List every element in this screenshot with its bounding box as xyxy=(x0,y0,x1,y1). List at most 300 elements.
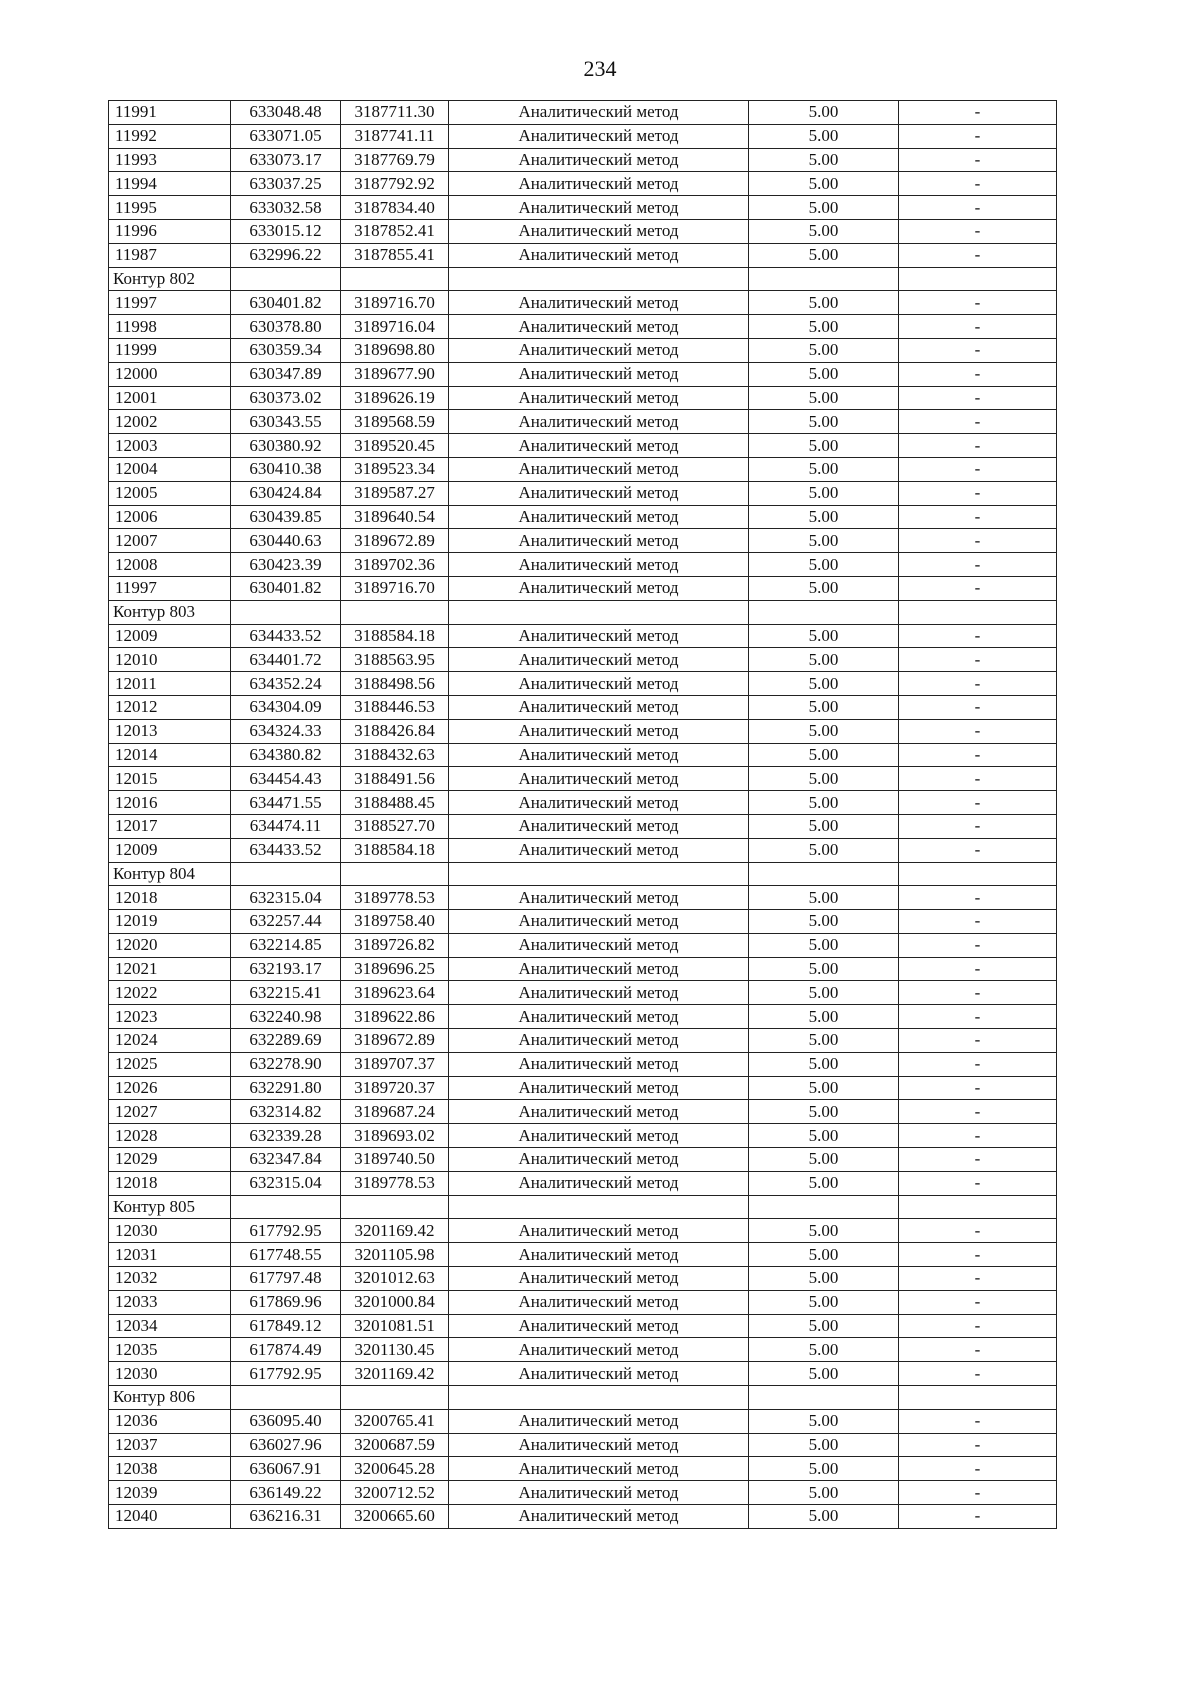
point-id-cell: 12015 xyxy=(109,767,231,791)
error-cell: 5.00 xyxy=(749,1314,899,1338)
empty-cell xyxy=(341,1195,449,1219)
description-cell: - xyxy=(899,743,1057,767)
description-cell: - xyxy=(899,1290,1057,1314)
error-cell: 5.00 xyxy=(749,291,899,315)
error-cell: 5.00 xyxy=(749,410,899,434)
description-cell: - xyxy=(899,1100,1057,1124)
x-coordinate-cell: 630401.82 xyxy=(231,291,341,315)
table-row xyxy=(109,291,1057,315)
empty-cell xyxy=(899,1195,1057,1219)
x-coordinate-cell: 636067.91 xyxy=(231,1457,341,1481)
y-coordinate-cell: 3187741.11 xyxy=(341,124,449,148)
x-coordinate-cell: 634352.24 xyxy=(231,672,341,696)
y-coordinate-cell: 3188584.18 xyxy=(341,624,449,648)
description-cell: - xyxy=(899,362,1057,386)
y-coordinate-cell: 3189568.59 xyxy=(341,410,449,434)
y-coordinate-cell: 3189672.89 xyxy=(341,529,449,553)
x-coordinate-cell: 630410.38 xyxy=(231,457,341,481)
y-coordinate-cell: 3187711.30 xyxy=(341,101,449,125)
x-coordinate-cell: 632215.41 xyxy=(231,981,341,1005)
description-cell: - xyxy=(899,1124,1057,1148)
description-cell: - xyxy=(899,648,1057,672)
error-cell: 5.00 xyxy=(749,1290,899,1314)
method-cell: Аналитический метод xyxy=(449,1290,749,1314)
point-id-cell: 12016 xyxy=(109,791,231,815)
y-coordinate-cell: 3200687.59 xyxy=(341,1433,449,1457)
x-coordinate-cell: 630440.63 xyxy=(231,529,341,553)
method-cell: Аналитический метод xyxy=(449,910,749,934)
table-row xyxy=(109,1457,1057,1481)
error-cell: 5.00 xyxy=(749,743,899,767)
method-cell: Аналитический метод xyxy=(449,1314,749,1338)
x-coordinate-cell: 633048.48 xyxy=(231,101,341,125)
point-id-cell: 11993 xyxy=(109,148,231,172)
point-id-cell: 12026 xyxy=(109,1076,231,1100)
empty-cell xyxy=(449,1386,749,1410)
table-row xyxy=(109,1290,1057,1314)
x-coordinate-cell: 617748.55 xyxy=(231,1243,341,1267)
table-row xyxy=(109,1433,1057,1457)
y-coordinate-cell: 3189758.40 xyxy=(341,910,449,934)
x-coordinate-cell: 633037.25 xyxy=(231,172,341,196)
empty-cell xyxy=(749,1386,899,1410)
table-row xyxy=(109,886,1057,910)
y-coordinate-cell: 3189622.86 xyxy=(341,1005,449,1029)
table-row xyxy=(109,172,1057,196)
y-coordinate-cell: 3201169.42 xyxy=(341,1362,449,1386)
description-cell: - xyxy=(899,576,1057,600)
y-coordinate-cell: 3189626.19 xyxy=(341,386,449,410)
method-cell: Аналитический метод xyxy=(449,529,749,553)
y-coordinate-cell: 3188584.18 xyxy=(341,838,449,862)
error-cell: 5.00 xyxy=(749,1433,899,1457)
point-id-cell: 12032 xyxy=(109,1267,231,1291)
table-row xyxy=(109,648,1057,672)
description-cell: - xyxy=(899,1005,1057,1029)
error-cell: 5.00 xyxy=(749,386,899,410)
table-row xyxy=(109,933,1057,957)
x-coordinate-cell: 630439.85 xyxy=(231,505,341,529)
point-id-cell: 11987 xyxy=(109,243,231,267)
y-coordinate-cell: 3188446.53 xyxy=(341,695,449,719)
error-cell: 5.00 xyxy=(749,1052,899,1076)
error-cell: 5.00 xyxy=(749,981,899,1005)
point-id-cell: 12022 xyxy=(109,981,231,1005)
error-cell: 5.00 xyxy=(749,1124,899,1148)
error-cell: 5.00 xyxy=(749,315,899,339)
x-coordinate-cell: 630359.34 xyxy=(231,338,341,362)
method-cell: Аналитический метод xyxy=(449,1505,749,1529)
contour-label: Контур 802 xyxy=(109,267,231,291)
method-cell: Аналитический метод xyxy=(449,743,749,767)
method-cell: Аналитический метод xyxy=(449,505,749,529)
point-id-cell: 12037 xyxy=(109,1433,231,1457)
coordinates-table-body xyxy=(109,101,1057,1529)
description-cell: - xyxy=(899,814,1057,838)
table-row xyxy=(109,1029,1057,1053)
table-row xyxy=(109,219,1057,243)
description-cell: - xyxy=(899,910,1057,934)
description-cell: - xyxy=(899,1481,1057,1505)
error-cell: 5.00 xyxy=(749,933,899,957)
empty-cell xyxy=(341,1386,449,1410)
point-id-cell: 12031 xyxy=(109,1243,231,1267)
description-cell: - xyxy=(899,315,1057,339)
y-coordinate-cell: 3200765.41 xyxy=(341,1409,449,1433)
x-coordinate-cell: 634380.82 xyxy=(231,743,341,767)
error-cell: 5.00 xyxy=(749,172,899,196)
method-cell: Аналитический метод xyxy=(449,1148,749,1172)
table-row xyxy=(109,957,1057,981)
y-coordinate-cell: 3189716.70 xyxy=(341,576,449,600)
x-coordinate-cell: 636216.31 xyxy=(231,1505,341,1529)
description-cell: - xyxy=(899,1148,1057,1172)
point-id-cell: 11995 xyxy=(109,196,231,220)
x-coordinate-cell: 634304.09 xyxy=(231,695,341,719)
table-row xyxy=(109,719,1057,743)
contour-header-row xyxy=(109,267,1057,291)
y-coordinate-cell: 3189702.36 xyxy=(341,553,449,577)
error-cell: 5.00 xyxy=(749,1005,899,1029)
point-id-cell: 11998 xyxy=(109,315,231,339)
point-id-cell: 12013 xyxy=(109,719,231,743)
empty-cell xyxy=(899,1386,1057,1410)
y-coordinate-cell: 3187852.41 xyxy=(341,219,449,243)
x-coordinate-cell: 632257.44 xyxy=(231,910,341,934)
method-cell: Аналитический метод xyxy=(449,457,749,481)
empty-cell xyxy=(231,600,341,624)
point-id-cell: 12011 xyxy=(109,672,231,696)
description-cell: - xyxy=(899,386,1057,410)
x-coordinate-cell: 634433.52 xyxy=(231,624,341,648)
description-cell: - xyxy=(899,243,1057,267)
method-cell: Аналитический метод xyxy=(449,1219,749,1243)
point-id-cell: 11996 xyxy=(109,219,231,243)
contour-label: Контур 803 xyxy=(109,600,231,624)
y-coordinate-cell: 3187792.92 xyxy=(341,172,449,196)
method-cell: Аналитический метод xyxy=(449,719,749,743)
table-row xyxy=(109,101,1057,125)
table-row xyxy=(109,767,1057,791)
method-cell: Аналитический метод xyxy=(449,1338,749,1362)
y-coordinate-cell: 3200645.28 xyxy=(341,1457,449,1481)
x-coordinate-cell: 617797.48 xyxy=(231,1267,341,1291)
y-coordinate-cell: 3200665.60 xyxy=(341,1505,449,1529)
point-id-cell: 12024 xyxy=(109,1029,231,1053)
empty-cell xyxy=(341,862,449,886)
y-coordinate-cell: 3201105.98 xyxy=(341,1243,449,1267)
method-cell: Аналитический метод xyxy=(449,481,749,505)
point-id-cell: 12005 xyxy=(109,481,231,505)
point-id-cell: 12008 xyxy=(109,553,231,577)
contour-header-row xyxy=(109,1195,1057,1219)
error-cell: 5.00 xyxy=(749,219,899,243)
description-cell: - xyxy=(899,1409,1057,1433)
description-cell: - xyxy=(899,196,1057,220)
y-coordinate-cell: 3189696.25 xyxy=(341,957,449,981)
description-cell: - xyxy=(899,957,1057,981)
point-id-cell: 12030 xyxy=(109,1362,231,1386)
table-row xyxy=(109,338,1057,362)
error-cell: 5.00 xyxy=(749,505,899,529)
point-id-cell: 12007 xyxy=(109,529,231,553)
y-coordinate-cell: 3188488.45 xyxy=(341,791,449,815)
error-cell: 5.00 xyxy=(749,362,899,386)
empty-cell xyxy=(449,267,749,291)
error-cell: 5.00 xyxy=(749,196,899,220)
x-coordinate-cell: 634401.72 xyxy=(231,648,341,672)
method-cell: Аналитический метод xyxy=(449,1029,749,1053)
table-row xyxy=(109,434,1057,458)
x-coordinate-cell: 634433.52 xyxy=(231,838,341,862)
table-row xyxy=(109,315,1057,339)
table-row xyxy=(109,481,1057,505)
description-cell: - xyxy=(899,1314,1057,1338)
y-coordinate-cell: 3189726.82 xyxy=(341,933,449,957)
x-coordinate-cell: 632193.17 xyxy=(231,957,341,981)
table-row xyxy=(109,148,1057,172)
table-row xyxy=(109,1148,1057,1172)
description-cell: - xyxy=(899,553,1057,577)
x-coordinate-cell: 617874.49 xyxy=(231,1338,341,1362)
method-cell: Аналитический метод xyxy=(449,291,749,315)
x-coordinate-cell: 617792.95 xyxy=(231,1219,341,1243)
error-cell: 5.00 xyxy=(749,624,899,648)
point-id-cell: 11999 xyxy=(109,338,231,362)
method-cell: Аналитический метод xyxy=(449,1362,749,1386)
error-cell: 5.00 xyxy=(749,1481,899,1505)
table-row xyxy=(109,1409,1057,1433)
y-coordinate-cell: 3188527.70 xyxy=(341,814,449,838)
error-cell: 5.00 xyxy=(749,1148,899,1172)
table-row xyxy=(109,743,1057,767)
y-coordinate-cell: 3201012.63 xyxy=(341,1267,449,1291)
x-coordinate-cell: 632347.84 xyxy=(231,1148,341,1172)
error-cell: 5.00 xyxy=(749,1505,899,1529)
description-cell: - xyxy=(899,148,1057,172)
empty-cell xyxy=(449,600,749,624)
description-cell: - xyxy=(899,101,1057,125)
error-cell: 5.00 xyxy=(749,648,899,672)
point-id-cell: 12002 xyxy=(109,410,231,434)
y-coordinate-cell: 3188491.56 xyxy=(341,767,449,791)
contour-label: Контур 805 xyxy=(109,1195,231,1219)
method-cell: Аналитический метод xyxy=(449,386,749,410)
table-row xyxy=(109,838,1057,862)
y-coordinate-cell: 3189672.89 xyxy=(341,1029,449,1053)
x-coordinate-cell: 630380.92 xyxy=(231,434,341,458)
y-coordinate-cell: 3189587.27 xyxy=(341,481,449,505)
description-cell: - xyxy=(899,219,1057,243)
y-coordinate-cell: 3189623.64 xyxy=(341,981,449,1005)
method-cell: Аналитический метод xyxy=(449,148,749,172)
error-cell: 5.00 xyxy=(749,910,899,934)
x-coordinate-cell: 632315.04 xyxy=(231,1171,341,1195)
point-id-cell: 12029 xyxy=(109,1148,231,1172)
table-row xyxy=(109,1100,1057,1124)
error-cell: 5.00 xyxy=(749,1338,899,1362)
method-cell: Аналитический метод xyxy=(449,814,749,838)
error-cell: 5.00 xyxy=(749,553,899,577)
point-id-cell: 12033 xyxy=(109,1290,231,1314)
table-row xyxy=(109,1052,1057,1076)
error-cell: 5.00 xyxy=(749,457,899,481)
empty-cell xyxy=(449,1195,749,1219)
contour-label: Контур 804 xyxy=(109,862,231,886)
point-id-cell: 11991 xyxy=(109,101,231,125)
table-row xyxy=(109,362,1057,386)
x-coordinate-cell: 636027.96 xyxy=(231,1433,341,1457)
point-id-cell: 12030 xyxy=(109,1219,231,1243)
y-coordinate-cell: 3189520.45 xyxy=(341,434,449,458)
point-id-cell: 12000 xyxy=(109,362,231,386)
empty-cell xyxy=(341,267,449,291)
y-coordinate-cell: 3187834.40 xyxy=(341,196,449,220)
empty-cell xyxy=(231,267,341,291)
page-number: 234 xyxy=(583,56,617,81)
error-cell: 5.00 xyxy=(749,148,899,172)
table-row xyxy=(109,457,1057,481)
point-id-cell: 12017 xyxy=(109,814,231,838)
description-cell: - xyxy=(899,1171,1057,1195)
description-cell: - xyxy=(899,434,1057,458)
description-cell: - xyxy=(899,338,1057,362)
x-coordinate-cell: 630401.82 xyxy=(231,576,341,600)
table-row xyxy=(109,981,1057,1005)
method-cell: Аналитический метод xyxy=(449,315,749,339)
method-cell: Аналитический метод xyxy=(449,1457,749,1481)
method-cell: Аналитический метод xyxy=(449,1052,749,1076)
point-id-cell: 12018 xyxy=(109,886,231,910)
empty-cell xyxy=(749,267,899,291)
method-cell: Аналитический метод xyxy=(449,981,749,1005)
x-coordinate-cell: 630378.80 xyxy=(231,315,341,339)
method-cell: Аналитический метод xyxy=(449,124,749,148)
error-cell: 5.00 xyxy=(749,791,899,815)
point-id-cell: 11994 xyxy=(109,172,231,196)
error-cell: 5.00 xyxy=(749,1171,899,1195)
description-cell: - xyxy=(899,529,1057,553)
description-cell: - xyxy=(899,124,1057,148)
description-cell: - xyxy=(899,695,1057,719)
method-cell: Аналитический метод xyxy=(449,553,749,577)
method-cell: Аналитический метод xyxy=(449,957,749,981)
error-cell: 5.00 xyxy=(749,1362,899,1386)
method-cell: Аналитический метод xyxy=(449,172,749,196)
table-row xyxy=(109,1171,1057,1195)
description-cell: - xyxy=(899,505,1057,529)
error-cell: 5.00 xyxy=(749,1267,899,1291)
description-cell: - xyxy=(899,672,1057,696)
y-coordinate-cell: 3188563.95 xyxy=(341,648,449,672)
table-row xyxy=(109,624,1057,648)
method-cell: Аналитический метод xyxy=(449,933,749,957)
point-id-cell: 12009 xyxy=(109,838,231,862)
description-cell: - xyxy=(899,1457,1057,1481)
error-cell: 5.00 xyxy=(749,1409,899,1433)
method-cell: Аналитический метод xyxy=(449,338,749,362)
table-row xyxy=(109,672,1057,696)
x-coordinate-cell: 632289.69 xyxy=(231,1029,341,1053)
method-cell: Аналитический метод xyxy=(449,1267,749,1291)
x-coordinate-cell: 633015.12 xyxy=(231,219,341,243)
table-row xyxy=(109,576,1057,600)
point-id-cell: 12028 xyxy=(109,1124,231,1148)
description-cell: - xyxy=(899,1338,1057,1362)
error-cell: 5.00 xyxy=(749,124,899,148)
y-coordinate-cell: 3189716.70 xyxy=(341,291,449,315)
description-cell: - xyxy=(899,172,1057,196)
error-cell: 5.00 xyxy=(749,1457,899,1481)
method-cell: Аналитический метод xyxy=(449,434,749,458)
point-id-cell: 12010 xyxy=(109,648,231,672)
point-id-cell: 12006 xyxy=(109,505,231,529)
x-coordinate-cell: 630423.39 xyxy=(231,553,341,577)
description-cell: - xyxy=(899,1076,1057,1100)
point-id-cell: 12034 xyxy=(109,1314,231,1338)
y-coordinate-cell: 3187855.41 xyxy=(341,243,449,267)
x-coordinate-cell: 632240.98 xyxy=(231,1005,341,1029)
error-cell: 5.00 xyxy=(749,695,899,719)
method-cell: Аналитический метод xyxy=(449,886,749,910)
point-id-cell: 12035 xyxy=(109,1338,231,1362)
method-cell: Аналитический метод xyxy=(449,410,749,434)
y-coordinate-cell: 3201169.42 xyxy=(341,1219,449,1243)
table-row xyxy=(109,1481,1057,1505)
x-coordinate-cell: 634474.11 xyxy=(231,814,341,838)
table-row xyxy=(109,386,1057,410)
description-cell: - xyxy=(899,410,1057,434)
y-coordinate-cell: 3189693.02 xyxy=(341,1124,449,1148)
method-cell: Аналитический метод xyxy=(449,791,749,815)
y-coordinate-cell: 3189707.37 xyxy=(341,1052,449,1076)
table-row xyxy=(109,910,1057,934)
x-coordinate-cell: 632314.82 xyxy=(231,1100,341,1124)
point-id-cell: 12036 xyxy=(109,1409,231,1433)
table-row xyxy=(109,410,1057,434)
table-row xyxy=(109,124,1057,148)
method-cell: Аналитический метод xyxy=(449,1124,749,1148)
y-coordinate-cell: 3201000.84 xyxy=(341,1290,449,1314)
table-row xyxy=(109,1338,1057,1362)
empty-cell xyxy=(899,862,1057,886)
x-coordinate-cell: 633032.58 xyxy=(231,196,341,220)
y-coordinate-cell: 3200712.52 xyxy=(341,1481,449,1505)
x-coordinate-cell: 632214.85 xyxy=(231,933,341,957)
method-cell: Аналитический метод xyxy=(449,624,749,648)
coordinates-table xyxy=(108,100,1057,1529)
point-id-cell: 12009 xyxy=(109,624,231,648)
x-coordinate-cell: 632278.90 xyxy=(231,1052,341,1076)
table-row xyxy=(109,1314,1057,1338)
table-row xyxy=(109,243,1057,267)
table-row xyxy=(109,1076,1057,1100)
table-row xyxy=(109,529,1057,553)
description-cell: - xyxy=(899,481,1057,505)
description-cell: - xyxy=(899,1362,1057,1386)
point-id-cell: 12018 xyxy=(109,1171,231,1195)
error-cell: 5.00 xyxy=(749,1076,899,1100)
table-row xyxy=(109,1505,1057,1529)
error-cell: 5.00 xyxy=(749,481,899,505)
description-cell: - xyxy=(899,719,1057,743)
empty-cell xyxy=(899,600,1057,624)
method-cell: Аналитический метод xyxy=(449,648,749,672)
y-coordinate-cell: 3189720.37 xyxy=(341,1076,449,1100)
method-cell: Аналитический метод xyxy=(449,695,749,719)
empty-cell xyxy=(749,1195,899,1219)
y-coordinate-cell: 3189677.90 xyxy=(341,362,449,386)
